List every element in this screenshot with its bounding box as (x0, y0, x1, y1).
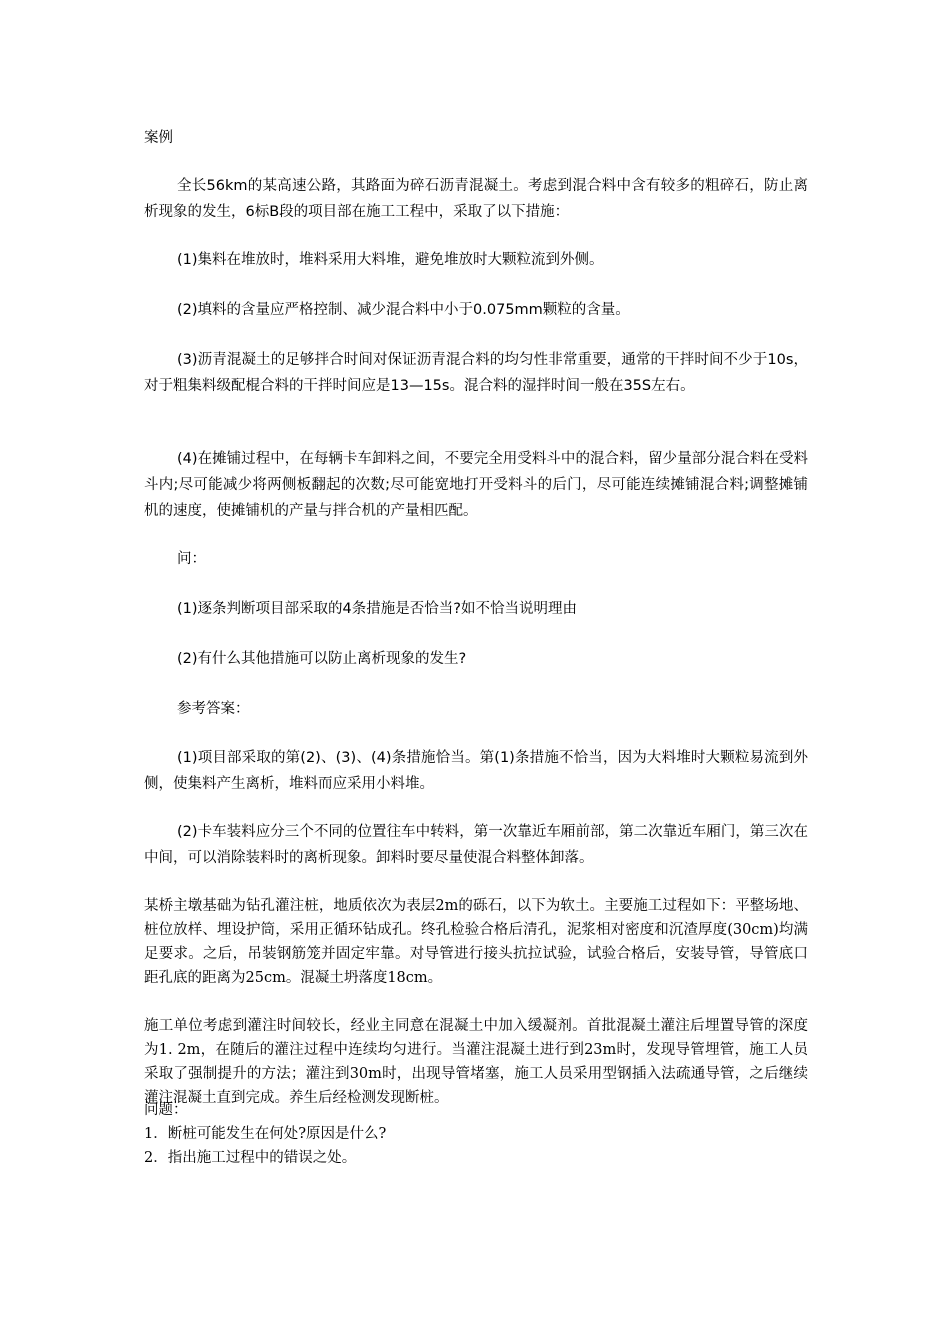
bridge-question-2: 2．指出施工过程中的错误之处。 (144, 1150, 357, 1166)
bridge-question-1: 1．断桩可能发生在何处?原因是什么? (144, 1126, 387, 1142)
measure-1-paragraph: (1)集料在堆放时，堆料采用大料堆，避免堆放时大颗粒流到外侧。 (177, 252, 604, 268)
question-label: 问： (177, 551, 206, 567)
case-heading: 案例 (144, 130, 173, 146)
bridge-case-paragraph-1: 某桥主墩基础为钻孔灌注桩，地质依次为表层2m的砾石，以下为软土。主要施工过程如下：平整场地、桩位放样、埋设护筒，采用正循环钻成孔。终孔检验合格后清孔，泥浆相对密度和沉渣厚度(30cm)均满足要求。之后，吊装钢筋笼并固定牢靠。对导管进行接头抗拉试验，试验合格后，安装导管，导管底口距孔底的距离为25cm。混凝土坍落度18cm。 (144, 898, 808, 986)
answer-label: 参考答案： (177, 701, 250, 717)
bridge-question-label: 问题： (144, 1102, 188, 1118)
answer-2-paragraph: (2)卡车装料应分三个不同的位置往车中转料，第一次靠近车厢前部，第二次靠近车厢门，第三次在中间，可以消除装料时的离析现象。卸料时要尽量使混合料整体卸落。 (144, 824, 808, 866)
question-2-paragraph: (2)有什么其他措施可以防止离析现象的发生? (177, 651, 467, 667)
measure-4-paragraph: (4)在摊铺过程中，在每辆卡车卸料之间，不要完全用受料斗中的混合料，留少量部分混合料在受料斗内;尽可能减少将两侧板翻起的次数;尽可能宽地打开受料斗的后门，尽可能连续摊铺混合料;调整摊铺机的速度，使摊铺机的产量与拌合机的产量相匹配。 (144, 451, 808, 519)
answer-1-paragraph: (1)项目部采取的第(2)、(3)、(4)条措施恰当。第(1)条措施不恰当，因为大料堆时大颗粒易流到外侧，使集料产生离析，堆料而应采用小料堆。 (144, 750, 808, 792)
case-intro-paragraph: 全长56km的某高速公路，其路面为碎石沥青混凝土。考虑到混合料中含有较多的粗碎石，防止离析现象的发生，6标B段的项目部在施工工程中，采取了以下措施： (144, 178, 808, 220)
question-1-paragraph: (1)逐条判断项目部采取的4条措施是否恰当?如不恰当说明理由 (177, 601, 577, 617)
measure-2-paragraph: (2)填料的含量应严格控制、减少混合料中小于0.075mm颗粒的含量。 (177, 302, 630, 318)
bridge-case-paragraph-2: 施工单位考虑到灌注时间较长，经业主同意在混凝土中加入缓凝剂。首批混凝土灌注后埋置导管的深度为1. 2m，在随后的灌注过程中连续均匀进行。当灌注混凝土进行到23m时，发现导管埋管，施工人员采取了强制提升的方法；灌注到30m时，出现导管堵塞，施工人员采用型钢插入法疏通导管，之后继续灌注混凝土直到完成。养生后经检测发现断桩。 (144, 1018, 808, 1106)
measure-3-paragraph: (3)沥青混凝土的足够拌合时间对保证沥青混合料的均匀性非常重要，通常的干拌时间不少于10s，对于粗集料级配棍合料的干拌时间应是13—15s。混合料的湿拌时间一般在35S左右。 (144, 352, 808, 394)
